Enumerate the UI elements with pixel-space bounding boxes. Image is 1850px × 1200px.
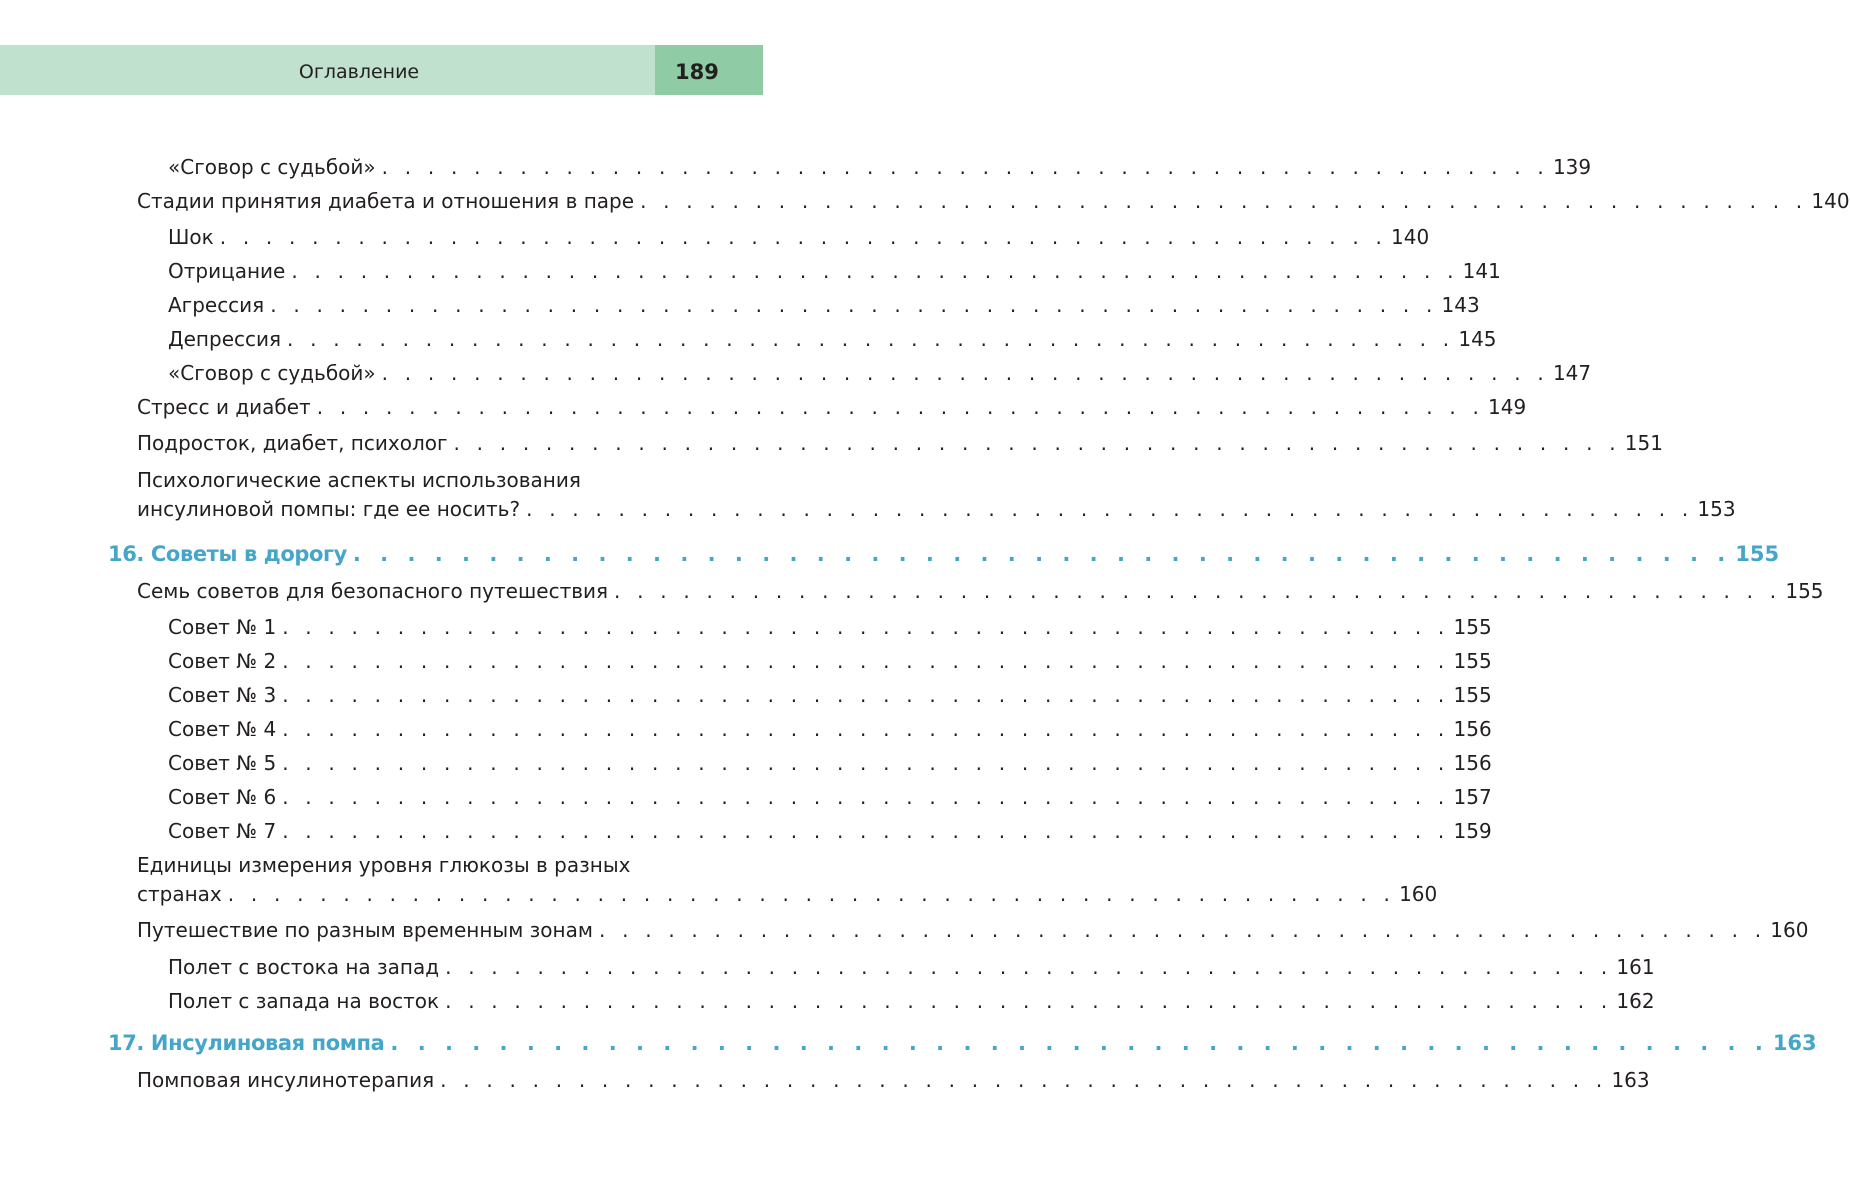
toc-chapter-16[interactable] [108,541,1780,568]
toc-entry-title: Совет № 6 [168,785,277,809]
toc-entry-page: 162 [1616,989,1655,1013]
toc-leader-dots: . . . . . . . . . . . . . . . . . . . . . . . . . . . . . . . . . . . . . . . . . . . . . . . . . . . [282,717,1450,741]
toc-entry-page: 157 [1453,785,1492,809]
toc-leader-dots: . . . . . . . . . . . . . . . . . . . . . . . . . . . . . . . . . . . . . . . . . . . . . . . . . . . [640,189,1808,213]
toc-chapter-17[interactable] [108,1030,1817,1057]
toc-entry-title: Полет с запада на восток [168,989,440,1013]
toc-entry-page: 160 [1399,882,1438,906]
toc-entry[interactable] [168,292,1480,319]
toc-entry-title: Агрессия [168,293,265,317]
toc-leader-dots: . . . . . . . . . . . . . . . . . . . . . . . . . . . . . . . . . . . . . . . . . . . . . . . . . . . [282,785,1450,809]
toc-entry-page: 156 [1453,751,1492,775]
toc-entry-page: 149 [1488,395,1527,419]
header-title: Оглавление [298,61,420,83]
toc-leader-dots: . . . . . . . . . . . . . . . . . . . . . . . . . . . . . . . . . . . . . . . . . . . . . . . . . . . [291,259,1459,283]
toc-entry-page: 159 [1453,819,1492,843]
toc-leader-dots: . . . . . . . . . . . . . . . . . . . . . . . . . . . . . . . . . . . . . . . . . . . . . . . . . . . [316,395,1485,419]
running-header [0,45,763,95]
toc-entry-multiline[interactable] [137,467,1736,523]
toc-entry-title: Шок [168,225,214,249]
toc-leader-dots: . . . . . . . . . . . . . . . . . . . . . . . . . . . . . . . . . . . . . . . . . . . . . . . . . . . [282,751,1450,775]
toc-entry-page: 151 [1624,431,1663,455]
toc-entry-page: 141 [1462,259,1501,283]
toc-entry[interactable] [168,716,1492,743]
toc-entry-title: Стадии принятия диабета и отношения в паре [137,189,635,213]
toc-entry[interactable] [137,430,1663,457]
toc-entry-page: 140 [1811,189,1850,213]
toc-leader-dots: . . . . . . . . . . . . . . . . . . . . . . . . . . . . . . . . . . . . . . . . . . . . . . . . . . . [270,293,1438,317]
toc-entry-page: 147 [1552,361,1592,385]
toc-entry-title-line1: Единицы измерения уровня глюкозы в разных [137,853,631,877]
toc-entry-title: Подросток, диабет, психолог [137,431,448,455]
toc-entry-title: инсулиновой помпы: где ее носить? [137,497,521,521]
chapter-title: 17. Инсулиновая помпа [108,1031,385,1055]
toc-entry[interactable] [168,784,1492,811]
toc-entry[interactable] [168,258,1501,285]
toc-entry-title: Совет № 4 [168,717,277,741]
toc-entry-page: 163 [1611,1068,1650,1092]
toc-entry-title: «Сговор с судьбой» [168,155,376,179]
toc-leader-dots: . . . . . . . . . . . . . . . . . . . . . . . . . . . . . . . . . . . . . . . . . . . . . . . . . . . [614,579,1782,603]
toc-entry-title: Отрицание [168,259,286,283]
toc-entry-title: странах [137,882,222,906]
toc-entry-title: Совет № 5 [168,751,277,775]
toc-entry-page: 139 [1552,155,1592,179]
toc-leader-dots: . . . . . . . . . . . . . . . . . . . . . . . . . . . . . . . . . . . . . . . . . . . . . . . . . . . [381,155,1549,179]
toc-entry[interactable] [168,154,1592,181]
toc-entry-page: 143 [1441,293,1480,317]
toc-entry-title: Совет № 7 [168,819,277,843]
toc-entry-title: Семь советов для безопасного путешествия [137,579,609,603]
toc-entry-page: 155 [1453,649,1492,673]
toc-leader-dots: . . . . . . . . . . . . . . . . . . . . . . . . . . . . . . . . . . . . . . . . . . . . . . . . . . . [598,918,1767,942]
toc-leader-dots: . . . . . . . . . . . . . . . . . . . . . . . . . . . . . . . . . . . . . . . . . . . . . . . . . . . [440,1068,1608,1092]
toc-entry-page: 155 [1785,579,1824,603]
toc-leader-dots: . . . . . . . . . . . . . . . . . . . . . . . . . . . . . . . . . . . . . . . . . . . . . . . . . . . [445,989,1613,1013]
toc-leader-dots: . . . . . . . . . . . . . . . . . . . . . . . . . . . . . . . . . . . . . . . . . . . . . . . . . . . [390,1031,1769,1055]
toc-leader-dots: . . . . . . . . . . . . . . . . . . . . . . . . . . . . . . . . . . . . . . . . . . . . . . . . . . . [453,431,1621,455]
toc-entry[interactable] [168,954,1655,981]
toc-entry[interactable] [168,614,1492,641]
toc-entry[interactable] [168,750,1492,777]
toc-entry[interactable] [137,917,1809,944]
toc-entry[interactable] [137,188,1850,215]
toc-entry[interactable] [168,682,1492,709]
chapter-page: 163 [1772,1031,1817,1055]
toc-entry-title: Полет с востока на запад [168,955,440,979]
toc-entry[interactable] [137,394,1527,421]
toc-leader-dots: . . . . . . . . . . . . . . . . . . . . . . . . . . . . . . . . . . . . . . . . . . . . . . . . . . . [282,615,1450,639]
toc-leader-dots: . . . . . . . . . . . . . . . . . . . . . . . . . . . . . . . . . . . . . . . . . . . . . . . . . . . [282,683,1450,707]
toc-entry-title: Помповая инсулинотерапия [137,1068,435,1092]
toc-entry-title: Стресс и диабет [137,395,311,419]
chapter-page: 155 [1735,542,1780,566]
toc-entry-page: 161 [1616,955,1655,979]
toc-entry-page: 155 [1453,683,1492,707]
toc-leader-dots: . . . . . . . . . . . . . . . . . . . . . . . . . . . . . . . . . . . . . . . . . . . . . . . . . . . [381,361,1549,385]
toc-leader-dots: . . . . . . . . . . . . . . . . . . . . . . . . . . . . . . . . . . . . . . . . . . . . . . . . . . . [445,955,1613,979]
header-page-number: 189 [655,45,763,95]
toc-entry-title: Депрессия [168,327,282,351]
toc-entry-page: 155 [1453,615,1492,639]
toc-entry-page: 156 [1453,717,1492,741]
toc-entry[interactable] [168,648,1492,675]
toc-entry[interactable] [168,988,1655,1015]
toc-entry-page: 140 [1391,225,1430,249]
toc-entry-multiline[interactable] [137,852,1438,908]
toc-entry[interactable] [168,326,1497,353]
toc-leader-dots: . . . . . . . . . . . . . . . . . . . . . . . . . . . . . . . . . . . . . . . . . . . . . . . . . . . [227,882,1396,906]
toc-entry[interactable] [168,360,1592,387]
toc-entry-title: «Сговор с судьбой» [168,361,376,385]
toc-entry[interactable] [137,578,1824,605]
toc-entry-page: 160 [1770,918,1809,942]
toc-leader-dots: . . . . . . . . . . . . . . . . . . . . . . . . . . . . . . . . . . . . . . . . . . . . . . . . . . . [219,225,1388,249]
toc-leader-dots: . . . . . . . . . . . . . . . . . . . . . . . . . . . . . . . . . . . . . . . . . . . . . . . . . . . [526,497,1694,521]
toc-entry[interactable] [168,818,1492,845]
toc-leader-dots: . . . . . . . . . . . . . . . . . . . . . . . . . . . . . . . . . . . . . . . . . . . . . . . . . . . [282,819,1450,843]
toc-entry-title: Совет № 3 [168,683,277,707]
toc-leader-dots: . . . . . . . . . . . . . . . . . . . . . . . . . . . . . . . . . . . . . . . . . . . . . . . . . . . [282,649,1450,673]
toc-leader-dots: . . . . . . . . . . . . . . . . . . . . . . . . . . . . . . . . . . . . . . . . . . . . . . . . . . . [352,542,1732,566]
toc-entry-title: Совет № 2 [168,649,277,673]
toc-entry[interactable] [168,224,1430,251]
toc-entry-page: 153 [1697,497,1736,521]
toc-entry-title-line1: Психологические аспекты использования [137,468,581,492]
toc-entry-title: Путешествие по разным временным зонам [137,918,593,942]
toc-leader-dots: . . . . . . . . . . . . . . . . . . . . . . . . . . . . . . . . . . . . . . . . . . . . . . . . . . . [287,327,1455,351]
toc-entry-page: 145 [1458,327,1497,351]
chapter-title: 16. Советы в дорогу [108,542,347,566]
toc-entry[interactable] [137,1067,1650,1094]
toc-entry-title: Совет № 1 [168,615,277,639]
